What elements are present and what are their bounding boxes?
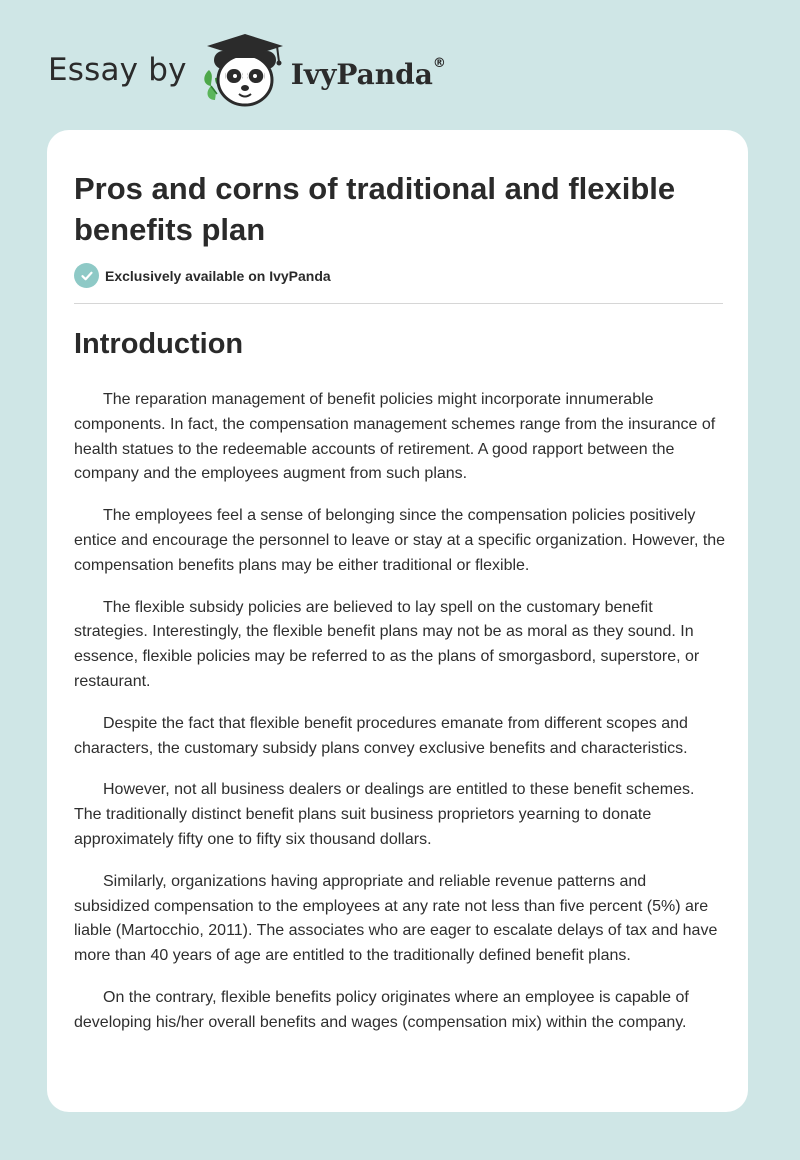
paragraph: On the contrary, flexible benefits policy originates where an employee is capable of developing his/her overall benefits and wages (compensation mix) within the company. [74,988,689,1031]
article-body [74,388,726,1053]
paragraph: Despite the fact that flexible benefit procedures emanate from different scopes and characters, the customary subsidy plans convey exclusive benefits and characteristics. [74,714,688,757]
paragraph: The flexible subsidy policies are believed to lay spell on the customary benefit strategies. Interestingly, the flexible benefit plans may not be as moral as they sound. In essence, flexible policies may be referred to as the plans of smorgasbord, superstore, or restaurant. [74,598,700,690]
paragraph: Similarly, organizations having appropriate and reliable revenue patterns and subsidized compensation to the employees at any rate not less than five percent (5%) are liable (Martocchio, 2011). The associates who are eager to escalate delays of tax and have more than 40 years of age are entitled to the traditionally defined benefit plans. [74,872,718,965]
brand-label: IvyPanda [290,57,433,91]
paragraph: The employees feel a sense of belonging since the compensation policies positively entice and encourage the personnel to leave or stay at a specific organization. However, the compensation benefits plans may be either traditional or flexible. [74,507,726,574]
essay-by-label: Essay by [48,52,187,88]
check-icon [74,263,99,288]
brand-name[interactable] [291,58,446,91]
panda-graduate-logo-icon[interactable] [197,30,289,110]
paragraph: The reparation management of benefit policies might incorporate innumerable components. In fact, the compensation management schemes range from the insurance of health statues to the redeemable accounts of retirement. A good rapport between the company and the employees augment from such plans. [74,391,716,483]
paragraph: However, not all business dealers or dealings are entitled to these benefit schemes. The traditionally distinct benefit plans suit business proprietors yearning to donate approximately fifty one to fifty six thousand dollars. [74,781,695,848]
exclusive-badge [74,263,331,288]
section-heading: Introduction [74,328,244,360]
title-divider [74,303,723,304]
page-title: Pros and corns of traditional and flexible benefits plan [74,171,676,247]
exclusive-label: Exclusively available on IvyPanda [105,267,331,284]
article-card [47,130,748,1112]
site-header [48,30,446,110]
trademark-symbol: ® [432,56,446,72]
